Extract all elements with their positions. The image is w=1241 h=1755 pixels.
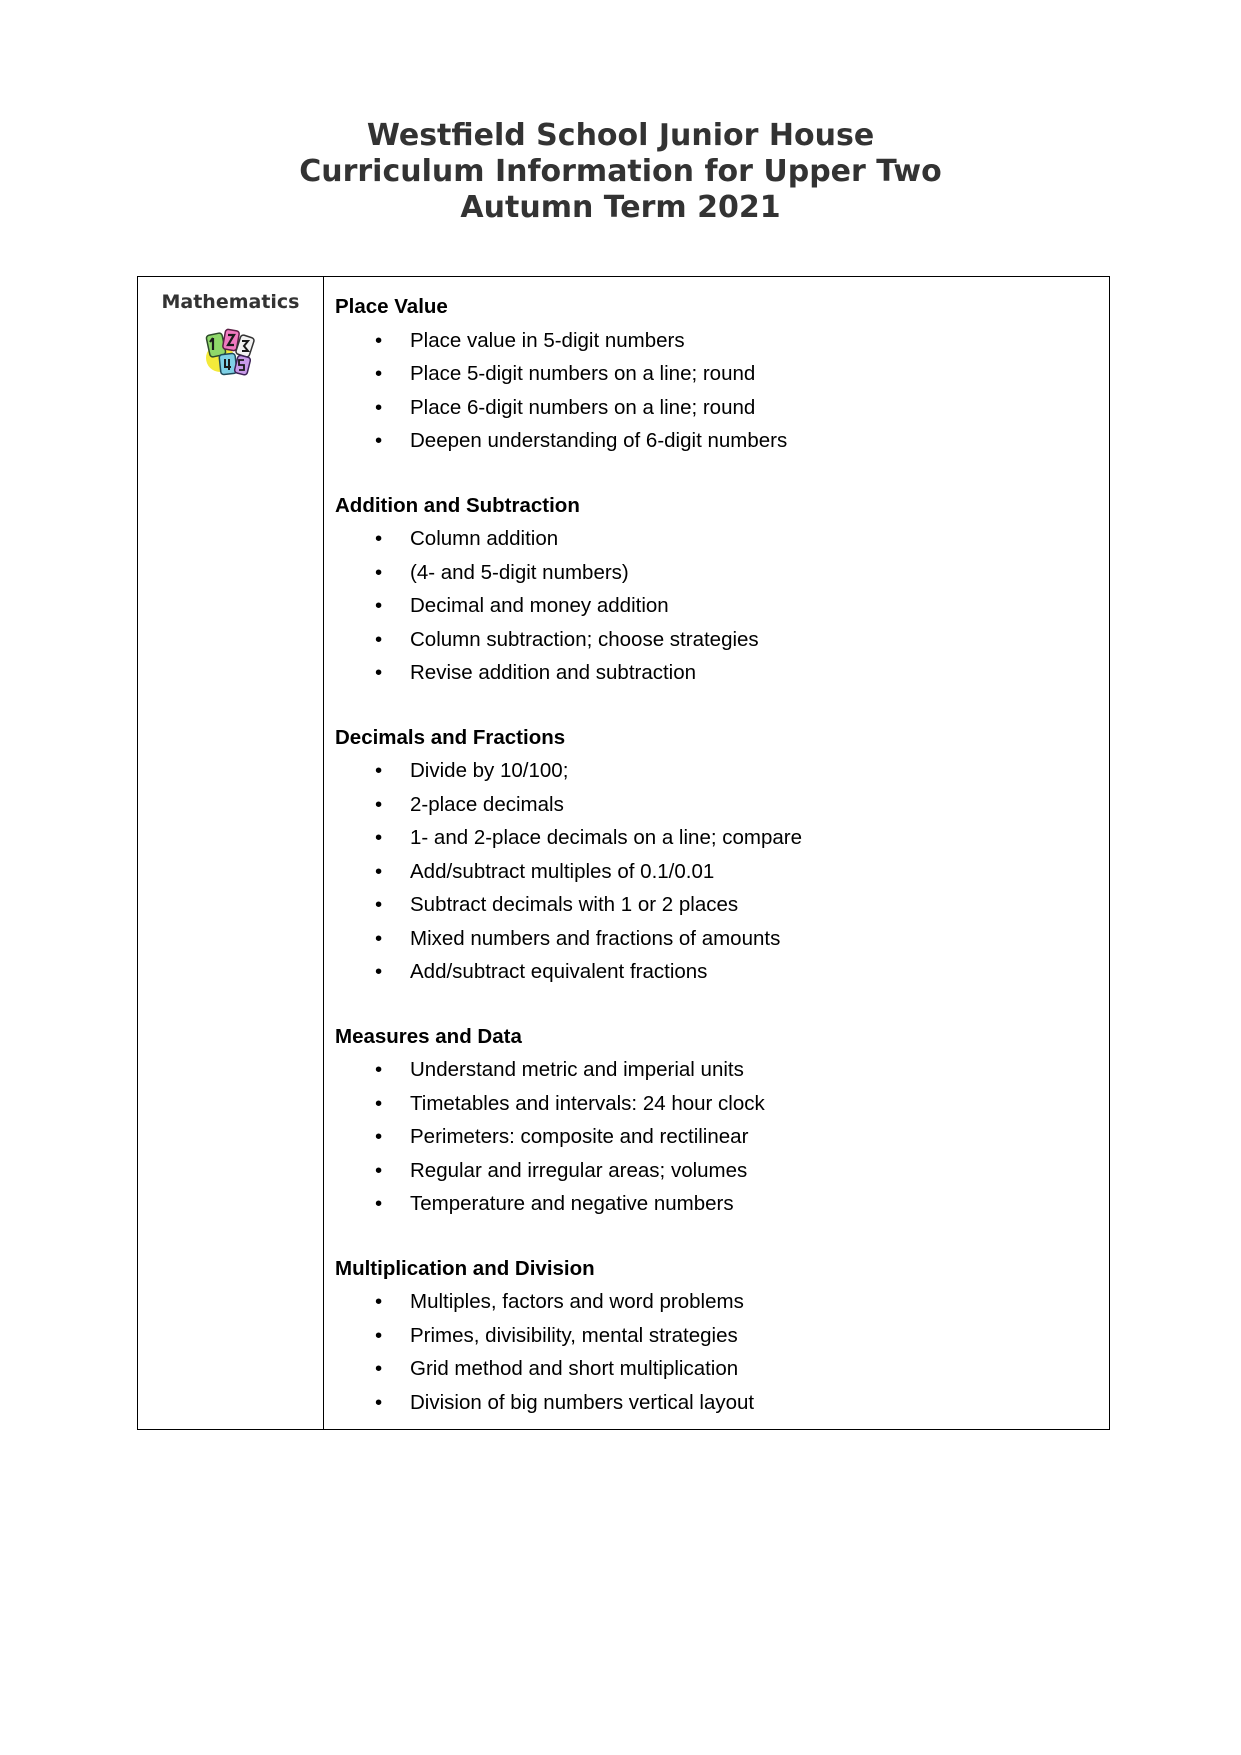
list-item: • Grid method and short multiplication <box>335 1352 1109 1386</box>
list-item: • Perimeters: composite and rectilinear <box>335 1120 1109 1154</box>
list-item: • Timetables and intervals: 24 hour clock <box>335 1087 1109 1121</box>
title-line-term: Autumn Term 2021 <box>460 190 781 225</box>
subject-name: Mathematics <box>161 291 300 313</box>
bullet-icon: • <box>375 362 383 385</box>
bullet-icon: • <box>375 1091 383 1115</box>
bullet-icon: • <box>375 1125 383 1148</box>
list-item: • Decimal and money addition <box>335 589 1109 623</box>
list-item: • Regular and irregular areas; volumes <box>335 1154 1109 1188</box>
bullet-icon: • <box>375 1323 383 1347</box>
bullet-icon: • <box>375 429 383 452</box>
bullet-icon: • <box>375 395 383 419</box>
bullet-icon: • <box>375 826 383 849</box>
bullet-icon: • <box>375 1390 383 1414</box>
topic-measures-data <box>335 1020 1109 1221</box>
math-numbers-icon <box>200 324 262 382</box>
bullet-icon: • <box>375 527 383 550</box>
title-line-school: Westfield School Junior House <box>366 118 875 153</box>
title-line-curriculum: Curriculum Information for Upper Two <box>299 154 942 189</box>
list-item: • Column addition <box>335 522 1109 556</box>
list-item: • (4- and 5-digit numbers) <box>335 556 1109 590</box>
list-item: • Division of big numbers vertical layout <box>335 1386 1109 1420</box>
bullet-icon: • <box>375 1357 383 1380</box>
bullet-icon: • <box>375 661 383 684</box>
curriculum-table <box>137 276 1110 1430</box>
list-item: • Temperature and negative numbers <box>335 1187 1109 1221</box>
topic-heading: Multiplication and Division <box>335 1256 595 1280</box>
bullet-icon: • <box>375 960 383 983</box>
list-item: • Add/subtract equivalent fractions <box>335 955 1109 989</box>
subject-cell <box>138 277 324 1429</box>
list-item: • 1- and 2-place decimals on a line; compare <box>335 821 1109 855</box>
list-item: • Revise addition and subtraction <box>335 656 1109 690</box>
topic-multiplication-division <box>335 1252 1109 1420</box>
list-item: • Place value in 5-digit numbers <box>335 324 1109 358</box>
list-item: • Multiples, factors and word problems <box>335 1285 1109 1319</box>
bullet-icon: • <box>375 1158 383 1182</box>
bullet-icon: • <box>375 926 383 950</box>
document-title <box>0 118 1241 226</box>
bullet-icon: • <box>375 792 383 816</box>
topic-list <box>335 754 1109 989</box>
bullet-icon: • <box>375 1058 383 1081</box>
topic-decimals-fractions <box>335 721 1109 989</box>
list-item: • Column subtraction; choose strategies <box>335 623 1109 657</box>
list-item: • Divide by 10/100; <box>335 754 1109 788</box>
topic-heading: Measures and Data <box>335 1024 522 1048</box>
bullet-icon: • <box>375 859 383 883</box>
topic-list <box>335 1285 1109 1419</box>
topic-heading: Decimals and Fractions <box>335 725 566 749</box>
topic-place-value <box>335 290 1109 458</box>
topic-addition-subtraction <box>335 489 1109 690</box>
bullet-icon: • <box>375 893 383 916</box>
list-item: • Place 6-digit numbers on a line; round <box>335 391 1109 425</box>
bullet-icon: • <box>375 594 383 617</box>
topic-list <box>335 522 1109 690</box>
list-item: • Subtract decimals with 1 or 2 places <box>335 888 1109 922</box>
bullet-icon: • <box>375 1290 383 1313</box>
topic-heading: Addition and Subtraction <box>335 493 580 517</box>
topic-list <box>335 1053 1109 1221</box>
list-item: • Mixed numbers and fractions of amounts <box>335 922 1109 956</box>
bullet-icon: • <box>375 759 383 782</box>
topic-heading: Place Value <box>335 295 448 318</box>
list-item: • 2-place decimals <box>335 788 1109 822</box>
list-item: • Understand metric and imperial units <box>335 1053 1109 1087</box>
topics-cell <box>324 277 1109 1429</box>
bullet-icon: • <box>375 328 383 352</box>
topic-list <box>335 324 1109 458</box>
list-item: • Place 5-digit numbers on a line; round <box>335 357 1109 391</box>
list-item: • Primes, divisibility, mental strategies <box>335 1319 1109 1353</box>
bullet-icon: • <box>375 1192 383 1215</box>
list-item: • Deepen understanding of 6-digit numbers <box>335 424 1109 458</box>
bullet-icon: • <box>375 627 383 651</box>
bullet-icon: • <box>375 560 383 584</box>
list-item: • Add/subtract multiples of 0.1/0.01 <box>335 855 1109 889</box>
